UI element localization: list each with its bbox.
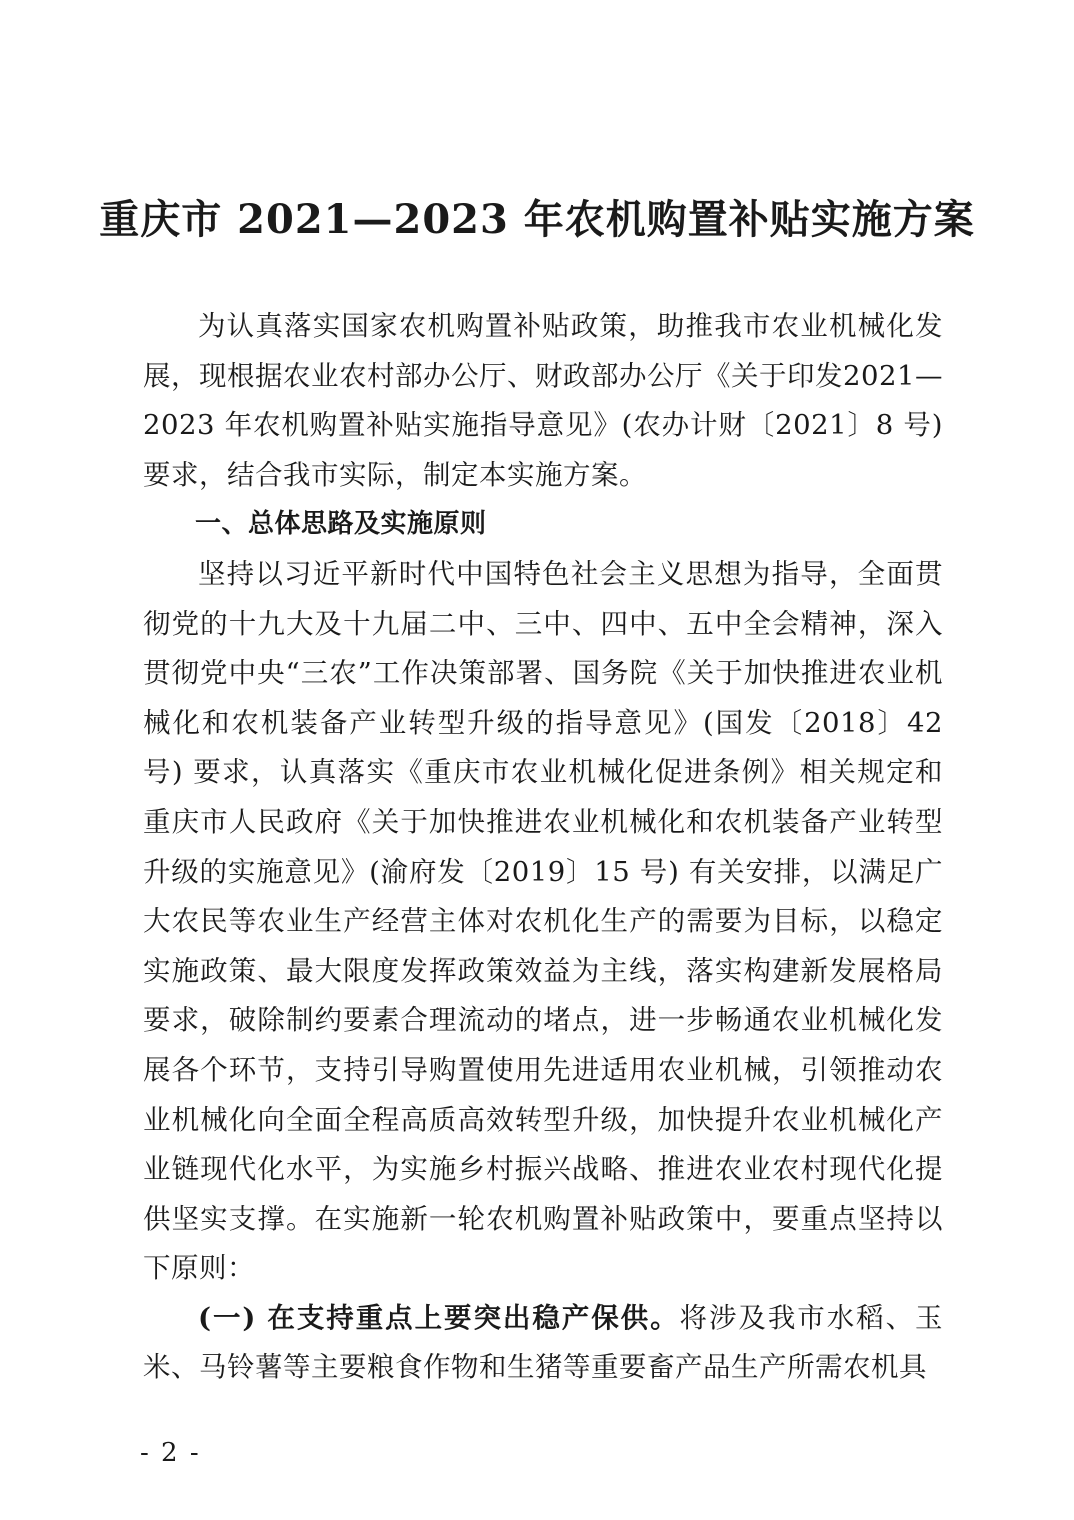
section-paragraph: 坚持以习近平新时代中国特色社会主义思想为指导，全面贯彻党的十九大及十九届二中、三中、四中、五中全会精神，深入贯彻党中央“三农”工作决策部署、国务院《关于加快推进农业机械化和农机装备产业转型升级的指导意见》(国发〔2018〕42 号) 要求，认真落实《重庆市农业机械化促进条例》相关规定和重庆市人民政府《关于加快推进农业机械化和农机装备产业转型升级的实施意见》(渝府发〔2019〕15 号) 有关安排，以满足广大农民等农业生产经营主体对农机化生产的需要为目标，以稳定实施政策、最大限度发挥政策效益为主线，落实构建新发展格局要求，破除制约要素合理流动的堵点，进一步畅通农业机械化发展各个环节，支持引导购置使用先进适用农业机械，引领推动农业机械化向全面全程高质高效转型升级，加快提升农业机械化产业链现代化水平，为实施乡村振兴战略、推进农业农村现代化提供坚实支撑。在实施新一轮农机购置补贴政策中，要重点坚持以下原则： <box>143 557 943 1285</box>
principle-lead: (一) 在支持重点上要突出稳产保供。 <box>198 1301 680 1334</box>
section-heading: 一、总体思路及实施原则 <box>195 509 487 540</box>
page-number: - 2 - <box>140 1438 201 1468</box>
document-title: 重庆市 2021—2023 年农机购置补贴实施方案 <box>99 196 975 243</box>
intro-paragraph: 为认真落实国家农机购置补贴政策，助推我市农业机械化发展，现根据农业农村部办公厅、财政部办公厅《关于印发2021—2023 年农机购置补贴实施指导意见》(农办计财〔2021〕8 号) 要求，结合我市实际，制定本实施方案。 <box>143 310 943 491</box>
principle-text: 将涉及我市水稻、玉米、马铃薯等主要粮食作物和生猪等重要畜产品生产所需农机具 <box>143 1301 943 1384</box>
document-body <box>143 302 943 1393</box>
principle-paragraph <box>143 1294 943 1393</box>
